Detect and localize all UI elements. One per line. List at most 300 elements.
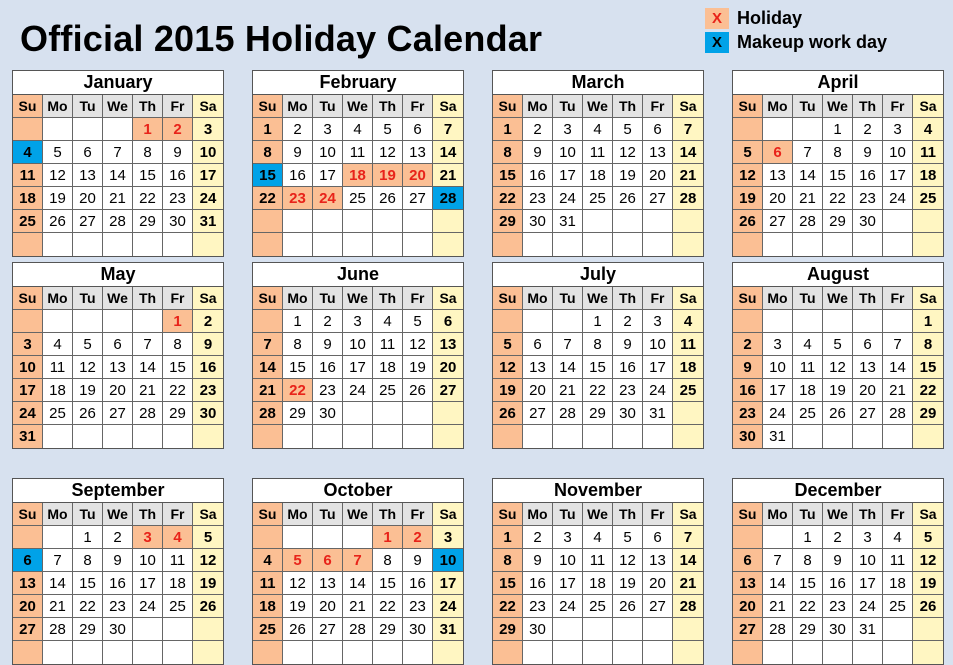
day-cell: 24 (643, 379, 673, 402)
day-cell: 11 (583, 549, 613, 572)
empty-cell (733, 310, 763, 333)
empty-cell (853, 233, 883, 256)
day-cell: 29 (583, 402, 613, 425)
empty-cell (313, 210, 343, 233)
weekday-header: Su (13, 287, 43, 310)
empty-cell (133, 310, 163, 333)
empty-cell (883, 641, 913, 664)
empty-cell (193, 233, 223, 256)
day-cell: 12 (43, 164, 73, 187)
day-cell: 22 (163, 379, 193, 402)
day-cell: 29 (913, 402, 943, 425)
day-cell: 9 (103, 549, 133, 572)
day-cell: 19 (283, 595, 313, 618)
empty-cell (673, 402, 703, 425)
day-grid (733, 95, 943, 256)
day-cell: 21 (433, 164, 463, 187)
day-cell: 3 (643, 310, 673, 333)
weekday-header: Th (133, 95, 163, 118)
day-cell: 16 (193, 356, 223, 379)
weekday-header: Mo (43, 95, 73, 118)
weekday-header: Tu (553, 287, 583, 310)
day-cell: 3 (883, 118, 913, 141)
day-cell: 27 (13, 618, 43, 641)
empty-cell (73, 310, 103, 333)
weekday-header: We (343, 287, 373, 310)
empty-cell (313, 641, 343, 664)
day-cell: 26 (43, 210, 73, 233)
day-cell: 19 (613, 164, 643, 187)
empty-cell (403, 402, 433, 425)
weekday-header: Tu (553, 95, 583, 118)
weekday-header: We (343, 503, 373, 526)
weekday-header: Su (733, 503, 763, 526)
empty-cell (643, 618, 673, 641)
weekday-header: Mo (43, 503, 73, 526)
weekday-header: Tu (793, 287, 823, 310)
month-name: May (13, 263, 223, 287)
weekday-header: Mo (763, 287, 793, 310)
weekday-header: Su (253, 503, 283, 526)
day-cell: 17 (553, 164, 583, 187)
empty-cell (913, 618, 943, 641)
empty-cell (733, 526, 763, 549)
day-cell: 27 (103, 402, 133, 425)
day-cell: 30 (163, 210, 193, 233)
day-cell: 11 (163, 549, 193, 572)
day-cell: 9 (403, 549, 433, 572)
empty-cell (373, 425, 403, 448)
day-cell: 31 (553, 210, 583, 233)
month-name: February (253, 71, 463, 95)
empty-cell (43, 310, 73, 333)
day-cell: 15 (493, 164, 523, 187)
day-cell: 10 (313, 141, 343, 164)
day-cell: 9 (853, 141, 883, 164)
weekday-header: Mo (43, 287, 73, 310)
empty-cell (343, 641, 373, 664)
holiday-day-cell: 2 (403, 526, 433, 549)
weekday-header: Sa (433, 503, 463, 526)
day-cell: 4 (583, 118, 613, 141)
day-cell: 4 (373, 310, 403, 333)
day-cell: 21 (673, 572, 703, 595)
day-grid (253, 287, 463, 448)
holiday-day-cell: 1 (133, 118, 163, 141)
day-cell: 5 (373, 118, 403, 141)
empty-cell (253, 641, 283, 664)
makeup-day-cell: 28 (433, 187, 463, 210)
empty-cell (823, 310, 853, 333)
day-cell: 1 (283, 310, 313, 333)
empty-cell (343, 425, 373, 448)
empty-cell (403, 641, 433, 664)
day-cell: 14 (43, 572, 73, 595)
empty-cell (193, 641, 223, 664)
day-cell: 26 (193, 595, 223, 618)
day-cell: 13 (13, 572, 43, 595)
day-cell: 9 (523, 141, 553, 164)
legend-holiday (705, 6, 887, 30)
day-cell: 16 (733, 379, 763, 402)
day-cell: 3 (313, 118, 343, 141)
day-cell: 6 (73, 141, 103, 164)
day-grid (493, 503, 703, 664)
weekday-header: Tu (553, 503, 583, 526)
weekday-header: Su (13, 95, 43, 118)
day-cell: 23 (163, 187, 193, 210)
day-cell: 25 (883, 595, 913, 618)
weekday-header: We (823, 287, 853, 310)
day-cell: 22 (493, 595, 523, 618)
day-cell: 13 (73, 164, 103, 187)
day-cell: 21 (763, 595, 793, 618)
empty-cell (193, 425, 223, 448)
day-cell: 3 (763, 333, 793, 356)
day-cell: 2 (313, 310, 343, 333)
day-cell: 13 (763, 164, 793, 187)
empty-cell (163, 233, 193, 256)
weekday-header: Th (613, 287, 643, 310)
empty-cell (313, 526, 343, 549)
day-cell: 24 (883, 187, 913, 210)
weekday-header: Th (133, 503, 163, 526)
day-cell: 21 (553, 379, 583, 402)
weekday-header: Th (613, 503, 643, 526)
day-cell: 14 (433, 141, 463, 164)
day-cell: 7 (673, 118, 703, 141)
day-cell: 10 (343, 333, 373, 356)
month-name: December (733, 479, 943, 503)
weekday-header: Tu (73, 503, 103, 526)
day-cell: 24 (553, 187, 583, 210)
day-cell: 19 (823, 379, 853, 402)
day-cell: 26 (283, 618, 313, 641)
weekday-header: Fr (403, 503, 433, 526)
day-cell: 24 (763, 402, 793, 425)
day-cell: 12 (823, 356, 853, 379)
day-cell: 11 (253, 572, 283, 595)
empty-cell (763, 233, 793, 256)
empty-cell (493, 233, 523, 256)
day-cell: 3 (553, 526, 583, 549)
empty-cell (733, 641, 763, 664)
month-name: April (733, 71, 943, 95)
empty-cell (673, 233, 703, 256)
day-cell: 11 (673, 333, 703, 356)
day-cell: 29 (283, 402, 313, 425)
empty-cell (103, 425, 133, 448)
day-cell: 20 (763, 187, 793, 210)
day-cell: 9 (823, 549, 853, 572)
empty-cell (763, 641, 793, 664)
day-cell: 25 (373, 379, 403, 402)
day-cell: 21 (883, 379, 913, 402)
empty-cell (13, 526, 43, 549)
weekday-header: Fr (643, 287, 673, 310)
day-cell: 5 (193, 526, 223, 549)
empty-cell (673, 425, 703, 448)
day-cell: 7 (553, 333, 583, 356)
empty-cell (73, 425, 103, 448)
day-cell: 8 (793, 549, 823, 572)
empty-cell (853, 641, 883, 664)
day-cell: 13 (523, 356, 553, 379)
day-cell: 16 (103, 572, 133, 595)
day-cell: 20 (643, 572, 673, 595)
day-cell: 3 (343, 310, 373, 333)
day-cell: 2 (283, 118, 313, 141)
holiday-day-cell: 20 (403, 164, 433, 187)
weekday-header: Tu (73, 287, 103, 310)
day-cell: 17 (433, 572, 463, 595)
day-cell: 4 (883, 526, 913, 549)
day-cell: 1 (73, 526, 103, 549)
day-grid (253, 503, 463, 664)
day-cell: 5 (403, 310, 433, 333)
day-cell: 14 (343, 572, 373, 595)
empty-cell (793, 310, 823, 333)
weekday-header: Su (253, 95, 283, 118)
day-cell: 17 (13, 379, 43, 402)
day-cell: 14 (763, 572, 793, 595)
weekday-header: Mo (523, 95, 553, 118)
empty-cell (613, 210, 643, 233)
empty-cell (253, 210, 283, 233)
day-cell: 19 (733, 187, 763, 210)
weekday-header: Su (253, 287, 283, 310)
empty-cell (403, 425, 433, 448)
empty-cell (553, 641, 583, 664)
day-cell: 18 (373, 356, 403, 379)
weekday-header: Sa (913, 503, 943, 526)
day-cell: 1 (253, 118, 283, 141)
day-cell: 8 (493, 141, 523, 164)
month-name: January (13, 71, 223, 95)
day-cell: 19 (913, 572, 943, 595)
day-cell: 21 (43, 595, 73, 618)
day-cell: 26 (823, 402, 853, 425)
weekday-header: Mo (283, 503, 313, 526)
day-cell: 22 (493, 187, 523, 210)
day-cell: 30 (403, 618, 433, 641)
makeup-day-cell: 4 (13, 141, 43, 164)
day-cell: 12 (373, 141, 403, 164)
empty-cell (433, 210, 463, 233)
day-cell: 10 (553, 549, 583, 572)
day-cell: 13 (643, 141, 673, 164)
month-name: October (253, 479, 463, 503)
day-cell: 22 (823, 187, 853, 210)
month-name: August (733, 263, 943, 287)
day-cell: 30 (853, 210, 883, 233)
day-grid (733, 287, 943, 448)
day-cell: 8 (493, 549, 523, 572)
empty-cell (13, 233, 43, 256)
empty-cell (253, 526, 283, 549)
day-cell: 19 (613, 572, 643, 595)
day-cell: 4 (913, 118, 943, 141)
weekday-header: Tu (313, 503, 343, 526)
day-cell: 16 (523, 164, 553, 187)
day-cell: 21 (343, 595, 373, 618)
day-cell: 19 (43, 187, 73, 210)
day-cell: 15 (133, 164, 163, 187)
day-cell: 28 (133, 402, 163, 425)
empty-cell (673, 618, 703, 641)
day-cell: 6 (643, 118, 673, 141)
day-cell: 17 (193, 164, 223, 187)
weekday-header: Mo (283, 287, 313, 310)
day-cell: 26 (613, 187, 643, 210)
holiday-day-cell: 3 (133, 526, 163, 549)
day-cell: 27 (73, 210, 103, 233)
empty-cell (43, 526, 73, 549)
weekday-header: Fr (163, 503, 193, 526)
day-cell: 10 (133, 549, 163, 572)
month-february (252, 70, 464, 257)
month-october (252, 478, 464, 665)
weekday-header: Th (373, 287, 403, 310)
holiday-day-cell: 7 (343, 549, 373, 572)
day-cell: 28 (253, 402, 283, 425)
weekday-header: Tu (313, 95, 343, 118)
empty-cell (913, 641, 943, 664)
day-cell: 9 (193, 333, 223, 356)
day-cell: 8 (253, 141, 283, 164)
day-cell: 7 (763, 549, 793, 572)
day-grid (493, 95, 703, 256)
day-cell: 6 (433, 310, 463, 333)
day-cell: 16 (523, 572, 553, 595)
weekday-header: We (823, 95, 853, 118)
day-cell: 9 (283, 141, 313, 164)
day-cell: 20 (103, 379, 133, 402)
empty-cell (913, 210, 943, 233)
empty-cell (793, 425, 823, 448)
day-cell: 27 (733, 618, 763, 641)
day-cell: 12 (733, 164, 763, 187)
day-cell: 18 (883, 572, 913, 595)
day-cell: 28 (43, 618, 73, 641)
month-july (492, 262, 704, 449)
day-cell: 16 (823, 572, 853, 595)
day-cell: 27 (523, 402, 553, 425)
day-cell: 27 (433, 379, 463, 402)
empty-cell (523, 641, 553, 664)
day-cell: 20 (13, 595, 43, 618)
empty-cell (73, 641, 103, 664)
day-cell: 26 (733, 210, 763, 233)
day-cell: 16 (163, 164, 193, 187)
day-cell: 5 (493, 333, 523, 356)
day-cell: 5 (73, 333, 103, 356)
day-cell: 11 (13, 164, 43, 187)
empty-cell (193, 618, 223, 641)
day-cell: 11 (373, 333, 403, 356)
weekday-header: Tu (313, 287, 343, 310)
day-cell: 24 (853, 595, 883, 618)
empty-cell (13, 641, 43, 664)
day-cell: 24 (133, 595, 163, 618)
day-cell: 15 (793, 572, 823, 595)
day-cell: 18 (673, 356, 703, 379)
weekday-header: Fr (883, 287, 913, 310)
day-cell: 14 (883, 356, 913, 379)
day-cell: 26 (73, 402, 103, 425)
day-cell: 6 (523, 333, 553, 356)
empty-cell (43, 233, 73, 256)
weekday-header: Sa (433, 287, 463, 310)
day-cell: 5 (613, 526, 643, 549)
empty-cell (103, 641, 133, 664)
empty-cell (673, 641, 703, 664)
day-cell: 6 (103, 333, 133, 356)
day-grid (13, 95, 223, 256)
day-cell: 18 (793, 379, 823, 402)
day-cell: 26 (493, 402, 523, 425)
day-cell: 20 (733, 595, 763, 618)
weekday-header: Th (853, 503, 883, 526)
empty-cell (313, 233, 343, 256)
day-cell: 9 (613, 333, 643, 356)
empty-cell (283, 210, 313, 233)
month-name: June (253, 263, 463, 287)
day-cell: 23 (613, 379, 643, 402)
day-cell: 31 (763, 425, 793, 448)
makeup-day-cell: 10 (433, 549, 463, 572)
holiday-day-cell: 5 (283, 549, 313, 572)
empty-cell (13, 118, 43, 141)
empty-cell (583, 210, 613, 233)
day-cell: 29 (133, 210, 163, 233)
day-cell: 22 (913, 379, 943, 402)
day-cell: 28 (883, 402, 913, 425)
holiday-day-cell: 2 (163, 118, 193, 141)
day-cell: 1 (913, 310, 943, 333)
day-cell: 12 (493, 356, 523, 379)
day-cell: 14 (673, 549, 703, 572)
empty-cell (763, 526, 793, 549)
day-cell: 17 (313, 164, 343, 187)
month-march (492, 70, 704, 257)
empty-cell (133, 425, 163, 448)
day-cell: 23 (853, 187, 883, 210)
weekday-header: Mo (763, 95, 793, 118)
day-cell: 8 (373, 549, 403, 572)
day-cell: 7 (673, 526, 703, 549)
empty-cell (73, 118, 103, 141)
makeup-swatch: X (705, 32, 729, 53)
day-cell: 8 (823, 141, 853, 164)
day-cell: 25 (583, 187, 613, 210)
weekday-header: Su (733, 287, 763, 310)
empty-cell (793, 641, 823, 664)
day-cell: 18 (13, 187, 43, 210)
empty-cell (883, 425, 913, 448)
day-cell: 26 (913, 595, 943, 618)
day-cell: 30 (103, 618, 133, 641)
empty-cell (133, 233, 163, 256)
empty-cell (373, 402, 403, 425)
empty-cell (553, 233, 583, 256)
day-cell: 15 (823, 164, 853, 187)
day-cell: 7 (133, 333, 163, 356)
day-cell: 17 (643, 356, 673, 379)
day-cell: 6 (643, 526, 673, 549)
empty-cell (373, 210, 403, 233)
day-cell: 4 (583, 526, 613, 549)
